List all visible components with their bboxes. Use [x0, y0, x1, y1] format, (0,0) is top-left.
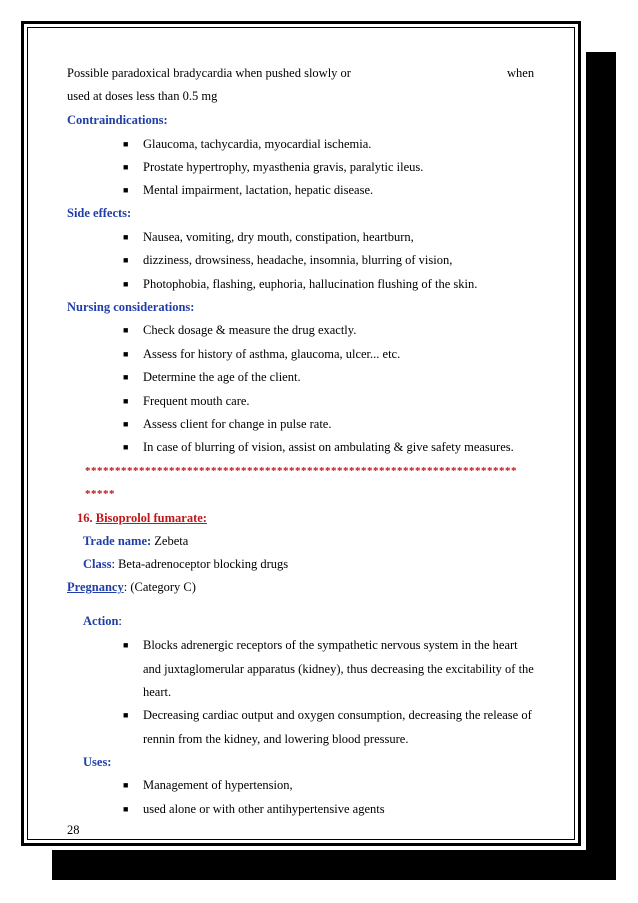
nursing-item: Check dosage & measure the drug exactly.: [143, 323, 357, 337]
page-shadow-right: [586, 52, 616, 880]
bullet-icon: ■: [123, 162, 129, 172]
drug-name: Bisoprolol fumarate:: [95, 511, 207, 525]
action-item-2-line: rennin from the kidney, and lowering blood pressure.: [143, 732, 409, 746]
action-item-1-line: Blocks adrenergic receptors of the sympathetic nervous system in the heart: [143, 638, 518, 652]
pregnancy-label: Pregnancy: [67, 580, 124, 594]
bullet-icon: ■: [123, 780, 129, 790]
class-line: [83, 556, 288, 572]
bullet-icon: ■: [123, 419, 129, 429]
trade-name-value: Zebeta: [154, 534, 189, 548]
uses-item: used alone or with other antihypertensive agents: [143, 802, 385, 816]
contraindications-heading: Contraindications:: [67, 113, 168, 127]
trade-name-label: Trade name:: [83, 534, 152, 548]
bullet-icon: ■: [123, 325, 129, 335]
page-shadow-bottom: [52, 850, 616, 880]
separator-line-1: ************************************************************************: [85, 465, 517, 477]
bullet-icon: ■: [123, 255, 129, 265]
bullet-icon: ■: [123, 442, 129, 452]
page-number: 28: [67, 823, 80, 837]
bullet-icon: ■: [123, 396, 129, 406]
action-item-2-line: Decreasing cardiac output and oxygen consumption, decreasing the release of: [143, 708, 532, 722]
bullet-icon: ■: [123, 372, 129, 382]
class-label: Class: [83, 557, 112, 571]
bullet-icon: ■: [123, 349, 129, 359]
side-effect-item: Photophobia, flashing, euphoria, hallucination flushing of the skin.: [143, 277, 478, 291]
drug-title: [77, 510, 207, 526]
action-heading: Action: [83, 614, 119, 628]
trade-name-line: [83, 533, 188, 549]
drug-number: 16.: [77, 511, 93, 525]
action-item-1-line: heart.: [143, 685, 172, 699]
bullet-icon: ■: [123, 640, 129, 650]
nursing-item: Frequent mouth care.: [143, 394, 250, 408]
side-effect-item: Nausea, vomiting, dry mouth, constipation, heartburn,: [143, 230, 414, 244]
side-effect-item: dizziness, drowsiness, headache, insomnia, blurring of vision,: [143, 253, 453, 267]
side-effects-heading: Side effects:: [67, 206, 132, 220]
contraindication-item: Glaucoma, tachycardia, myocardial ischemia.: [143, 137, 372, 151]
nursing-item: In case of blurring of vision, assist on ambulating & give safety measures.: [143, 440, 514, 454]
nursing-item: Assess client for change in pulse rate.: [143, 417, 332, 431]
document-page: [21, 21, 581, 846]
contraindication-item: Mental impairment, lactation, hepatic disease.: [143, 183, 374, 197]
intro-line-2: used at doses less than 0.5 mg: [67, 89, 218, 103]
action-item-1-line: and juxtaglomerular apparatus (kidney), thus decreasing the excitability of the: [143, 662, 534, 676]
nursing-heading: Nursing considerations:: [67, 300, 195, 314]
contraindication-item: Prostate hypertrophy, myasthenia gravis, paralytic ileus.: [143, 160, 424, 174]
bullet-icon: ■: [123, 710, 129, 720]
uses-heading: Uses:: [83, 755, 112, 769]
bullet-icon: ■: [123, 232, 129, 242]
intro-line-1-right: when: [507, 66, 535, 80]
nursing-item: Determine the age of the client.: [143, 370, 301, 384]
class-value: : Beta-adrenoceptor blocking drugs: [111, 557, 289, 571]
bullet-icon: ■: [123, 279, 129, 289]
separator-line-2: *****: [85, 488, 115, 500]
action-colon: :: [118, 614, 122, 628]
nursing-item: Assess for history of asthma, glaucoma, ulcer... etc.: [143, 347, 401, 361]
intro-line-1-left: Possible paradoxical bradycardia when pushed slowly or: [67, 66, 351, 80]
bullet-icon: ■: [123, 185, 129, 195]
bullet-icon: ■: [123, 139, 129, 149]
pregnancy-value: : (Category C): [123, 580, 196, 594]
intro-line-1: [67, 65, 351, 81]
uses-item: Management of hypertension,: [143, 778, 293, 792]
pregnancy-line: [67, 579, 196, 595]
action-heading-line: [83, 613, 122, 629]
bullet-icon: ■: [123, 804, 129, 814]
